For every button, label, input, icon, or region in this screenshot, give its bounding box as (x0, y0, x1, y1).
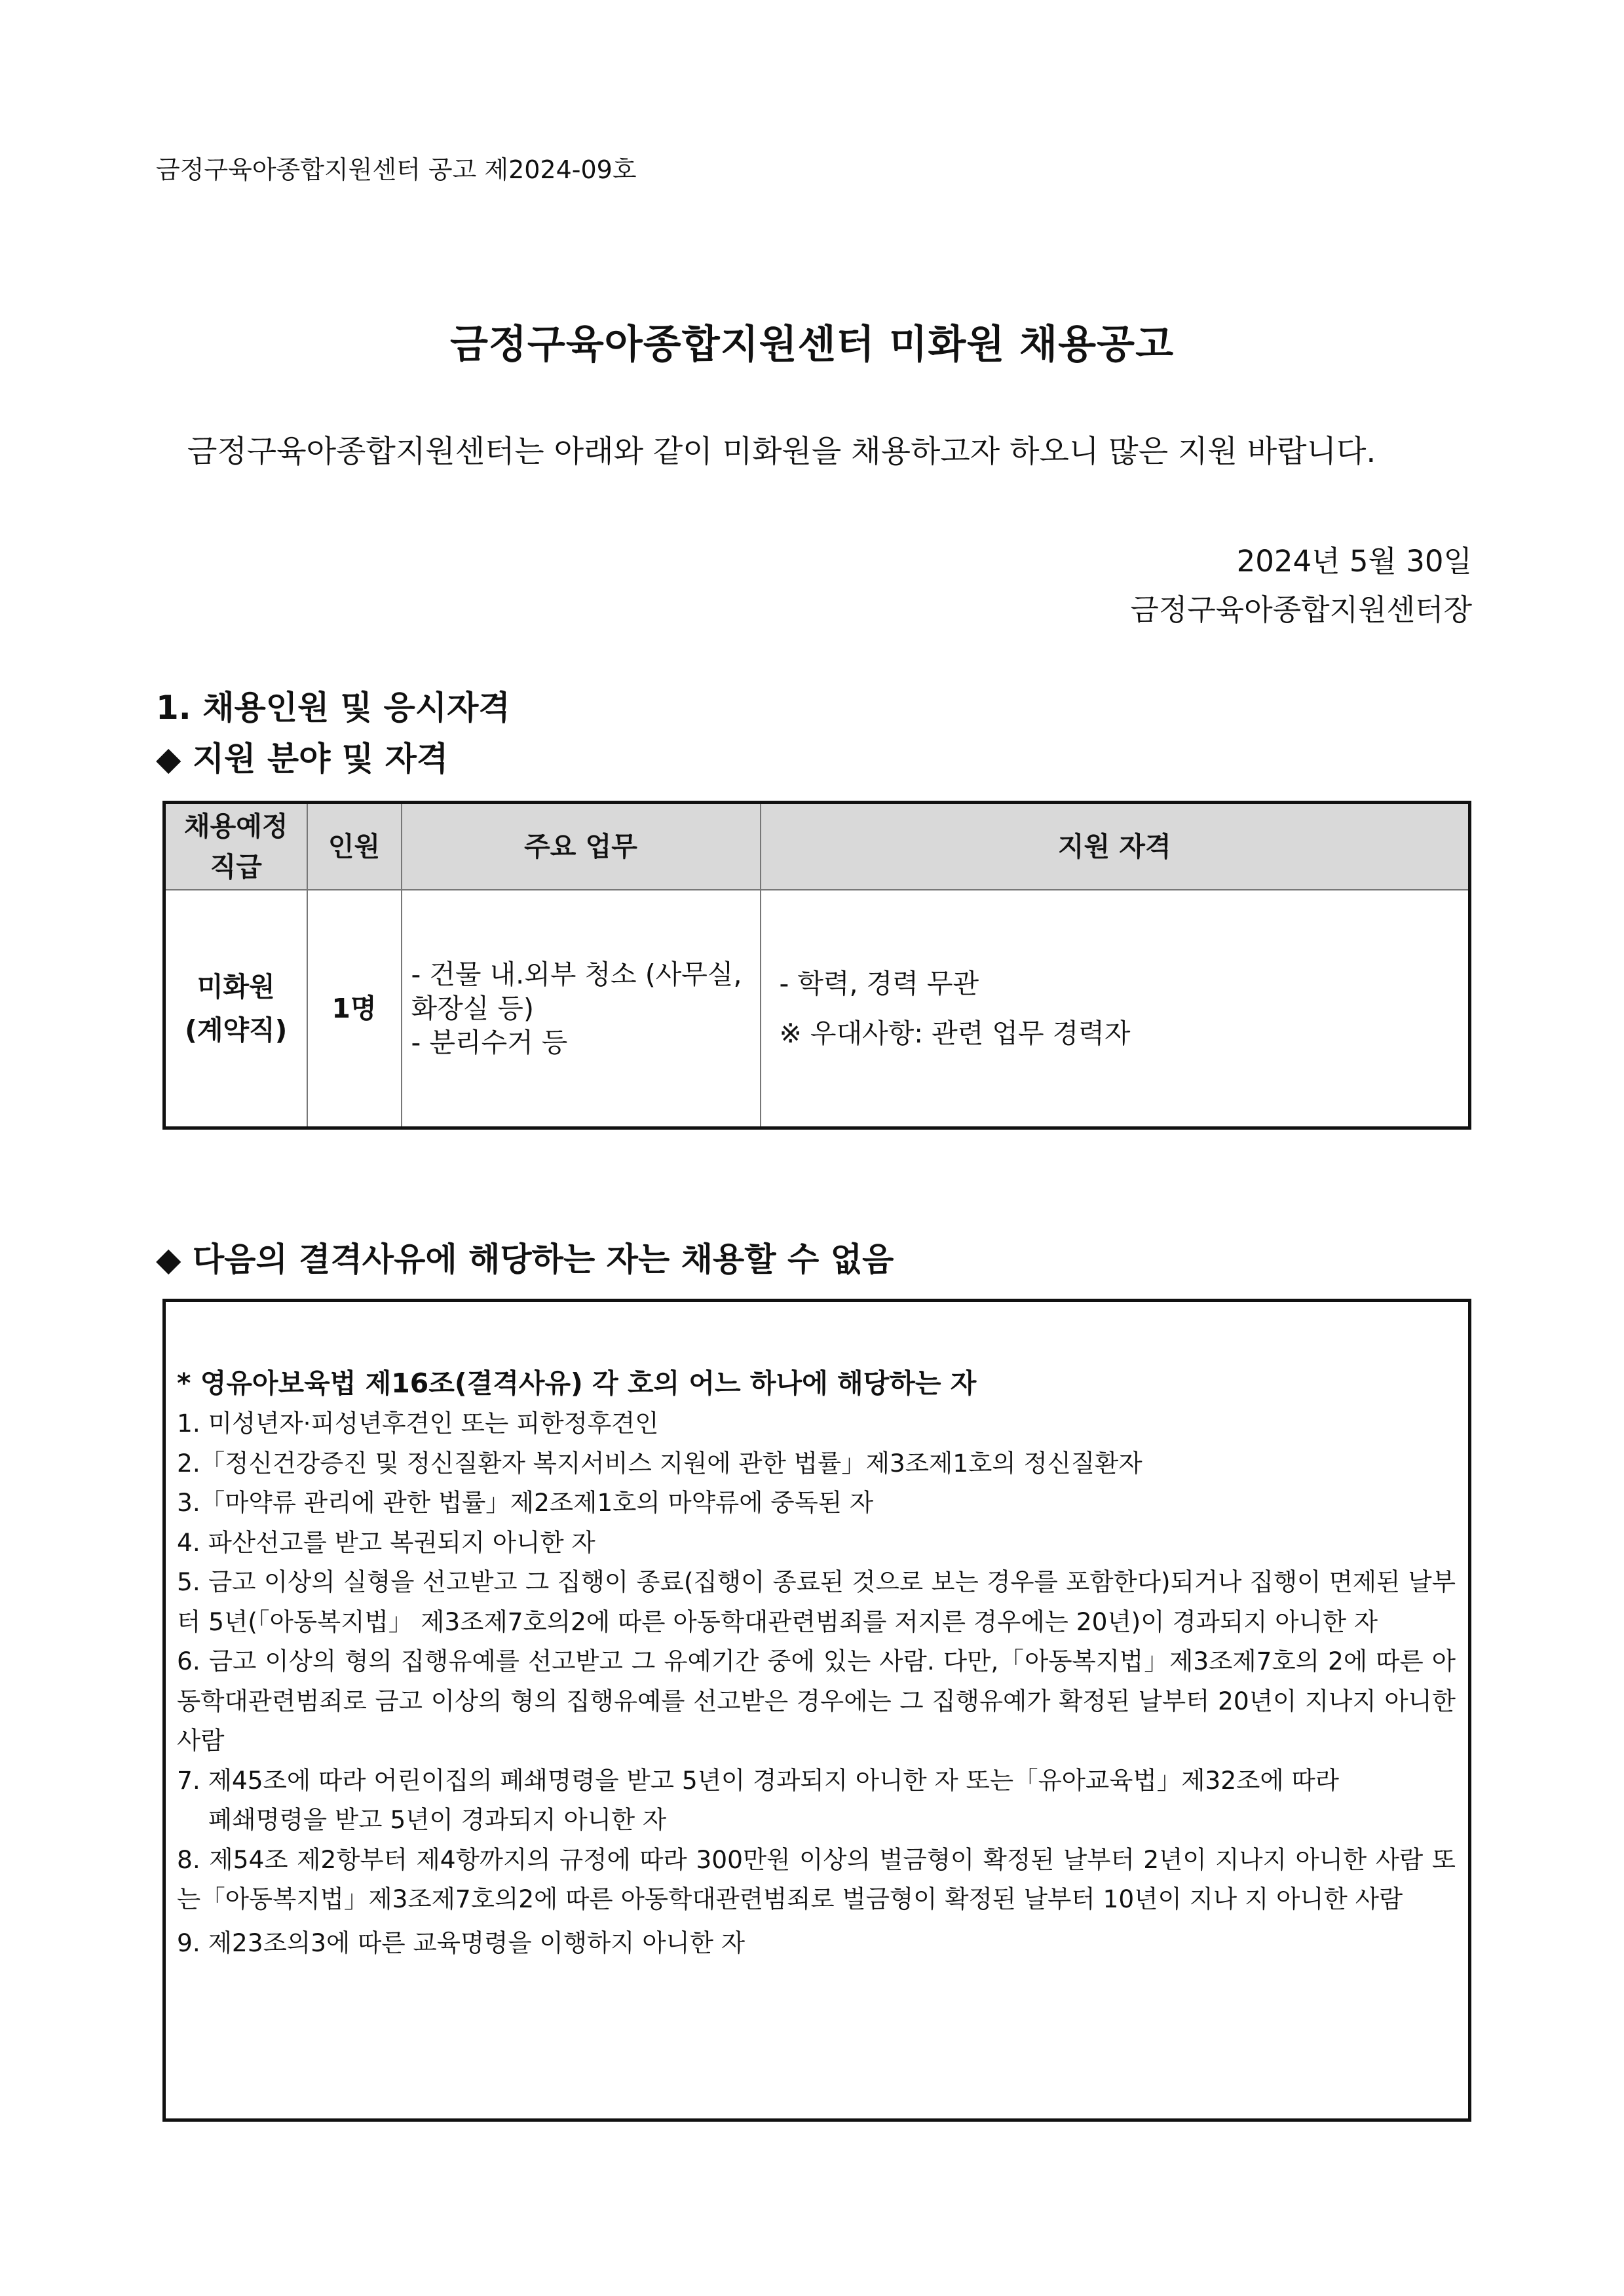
qual-line2: ※ 우대사항: 관련 업무 경력자 (779, 1018, 1131, 1049)
disqualification-heading: * 영유아보육법 제16조(결격사유) 각 호의 어느 하나에 해당하는 자 (177, 1368, 977, 1399)
cell-duties (402, 890, 761, 1128)
header-grade (164, 803, 307, 890)
list-item: 4. 파산선고를 받고 복권되지 아니한 자 (177, 1527, 595, 1557)
notice-date: 2024년 5월 30일 (1236, 544, 1472, 579)
header-qualifications: 지원 자격 (761, 803, 1470, 890)
list-item: 2.「정신건강증진 및 정신질환자 복지서비스 지원에 관한 법률」제3조제1호의 정신질환자 (177, 1448, 1142, 1478)
header-duties: 주요 업무 (402, 803, 761, 890)
qualifications-table (162, 801, 1471, 1130)
duty-line2: - 분리수거 등 (411, 1027, 568, 1058)
list-item: 8. 제54조 제2항부터 제4항까지의 규정에 따라 300만원 이상의 벌금형이 확정된 날부터 2년이 지나지 아니한 사람 또는「아동복지법」제3조제7호의2에 따른 아동학대관련범죄로 벌금형이 확정된 날부터 10년이 지나 지 아니한 사람 (177, 1845, 1456, 1913)
list-item: 3.「마약류 관리에 관한 법률」제2조제1호의 마약류에 중독된 자 (177, 1488, 874, 1517)
document-title: 금정구육아종합지원센터 미화원 채용공고 (449, 322, 1175, 368)
list-item: 6. 금고 이상의 형의 집행유예를 선고받고 그 유예기간 중에 있는 사람. 다만,「아동복지법」제3조제7호의 2에 따른 아동학대관련범죄로 금고 이상의 형의 집행유예를 선고받은 경우에는 그 집행유예가 확정된 날부터 20년이 지나지 아니한 사람 (177, 1647, 1456, 1755)
header-count: 인원 (307, 803, 402, 890)
notice-number: 금정구육아종합지원센터 공고 제2024-09호 (156, 155, 637, 184)
list-item: 9. 제23조의3에 따른 교육명령을 이행하지 아니한 자 (177, 1928, 746, 1957)
grade-line1: 미화원 (197, 971, 275, 1003)
header-grade-line2: 직급 (210, 851, 262, 883)
subsection-heading-disqualification: ◆ 다음의 결격사유에 해당하는 자는 채용할 수 없음 (156, 1240, 894, 1278)
subsection-heading-qualifications: ◆ 지원 분야 및 자격 (156, 740, 449, 778)
signer: 금정구육아종합지원센터장 (1130, 592, 1472, 627)
disqualification-list (177, 1404, 1456, 1962)
list-item: 7. 제45조에 따라 어린이집의 폐쇄명령을 받고 5년이 경과되지 아니한 자 또는「유아교육법」제32조에 따라 (177, 1765, 1339, 1795)
cell-count: 1명 (307, 890, 402, 1128)
grade-line2: (계약직) (185, 1014, 288, 1046)
intro-paragraph: 금정구육아종합지원센터는 아래와 같이 미화원을 채용하고자 하오니 많은 지원 바랍니다. (187, 434, 1376, 470)
list-item: 1. 미성년자·피성년후견인 또는 피한정후견인 (177, 1409, 659, 1438)
cell-grade (164, 890, 307, 1128)
header-grade-line1: 채용예정 (184, 811, 288, 842)
cell-qualifications (761, 890, 1470, 1128)
qual-line1: - 학력, 경력 무관 (779, 968, 979, 999)
section-heading-recruitment: 1. 채용인원 및 응시자격 (156, 689, 510, 727)
duty-line1: - 건물 내.외부 청소 (사무실, 화장실 등) (411, 959, 742, 1024)
list-item: 5. 금고 이상의 실형을 선고받고 그 집행이 종료(집행이 종료된 것으로 보는 경우를 포함한다)되거나 집행이 면제된 날부터 5년(「아동복지법」 제3조제7호의2에 따른 아동학대관련범죄를 저지른 경우에는 20년)이 경과되지 아니한 자 (177, 1567, 1456, 1636)
list-item-continuation: 폐쇄명령을 받고 5년이 경과되지 아니한 자 (208, 1805, 667, 1834)
table-row (164, 890, 1470, 1128)
table-header-row (164, 803, 1470, 890)
